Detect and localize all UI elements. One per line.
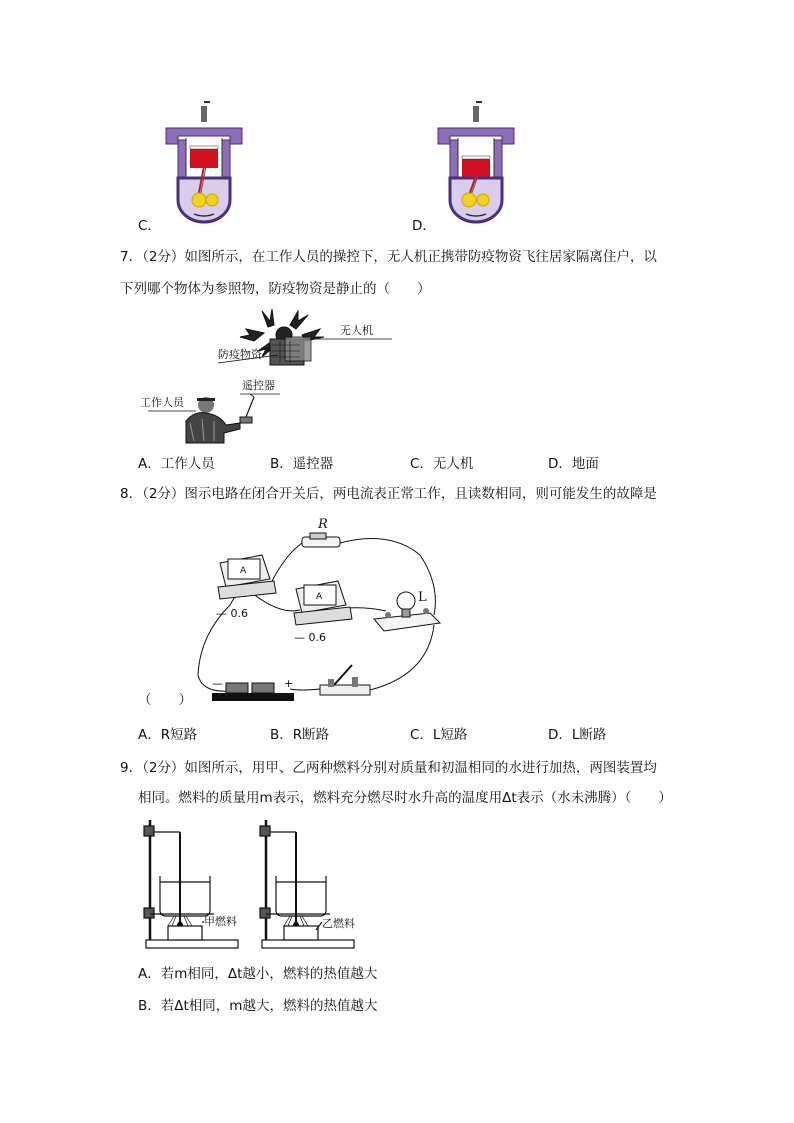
q9-option-a[interactable]: A．若m相同，Δt越小，燃料的热值越大: [138, 966, 378, 982]
q7-option-a[interactable]: A．工作人员: [138, 456, 215, 472]
q8-option-d[interactable]: D．L断路: [548, 727, 607, 743]
battery-plus: +: [284, 677, 294, 690]
ammeter-1-symbol: A: [240, 566, 247, 576]
heating-figure-a: [138, 818, 258, 950]
q7-option-d[interactable]: D．地面: [548, 456, 599, 472]
q9-option-b[interactable]: B．若Δt相同，m越大，燃料的热值越大: [138, 998, 378, 1014]
engine-figure-d: [432, 100, 522, 225]
heating-figure-b: [254, 818, 374, 950]
q8-option-c[interactable]: C．L短路: [410, 727, 468, 743]
label-lamp: L: [418, 590, 427, 605]
label-resistor: R: [318, 517, 328, 532]
label-drone: 无人机: [340, 324, 373, 337]
q7-option-b[interactable]: B．遥控器: [270, 456, 334, 472]
q7-option-c[interactable]: C．无人机: [410, 456, 474, 472]
label-fuel-b: 乙燃料: [322, 917, 355, 930]
q8-stem-line1: 8．（2分）图示电路在闭合开关后，两电流表正常工作，且读数相同，则可能发生的故障是: [120, 486, 657, 502]
q9-stem-line2: 相同。燃料的质量用m表示，燃料充分燃尽时水升高的温度用Δt表示（水未沸腾）（ ）: [138, 790, 672, 806]
q7-stem-line2: 下列哪个物体为参照物，防疫物资是静止的（ ）: [120, 281, 431, 297]
drone-figure: [140, 305, 400, 445]
label-remote: 遥控器: [242, 379, 275, 392]
label-worker: 工作人员: [140, 396, 184, 409]
ammeter-1-terminals: — 0.6: [216, 607, 248, 620]
label-fuel-a: 甲燃料: [204, 915, 237, 928]
q8-option-b[interactable]: B．R断路: [270, 727, 330, 743]
ammeter-2-terminals: — 0.6: [294, 631, 326, 644]
label-supplies: 防疫物资: [218, 348, 262, 361]
engine-figure-c: [160, 100, 250, 225]
battery-minus: —: [212, 677, 223, 690]
q6-option-c[interactable]: C．: [138, 218, 161, 234]
ammeter-2-symbol: A: [316, 592, 323, 602]
q9-stem-line1: 9．（2分）如图所示，用甲、乙两种燃料分别对质量和初温相同的水进行加热，两图装置均: [120, 760, 657, 776]
q8-option-a[interactable]: A．R短路: [138, 727, 198, 743]
q7-stem-line1: 7．（2分）如图所示，在工作人员的操控下，无人机正携带防疫物资飞往居家隔离住户，以: [120, 249, 657, 265]
q6-option-d[interactable]: D．: [412, 218, 436, 234]
circuit-figure: [190, 515, 450, 710]
q8-stem-line2: （ ）: [138, 692, 192, 708]
